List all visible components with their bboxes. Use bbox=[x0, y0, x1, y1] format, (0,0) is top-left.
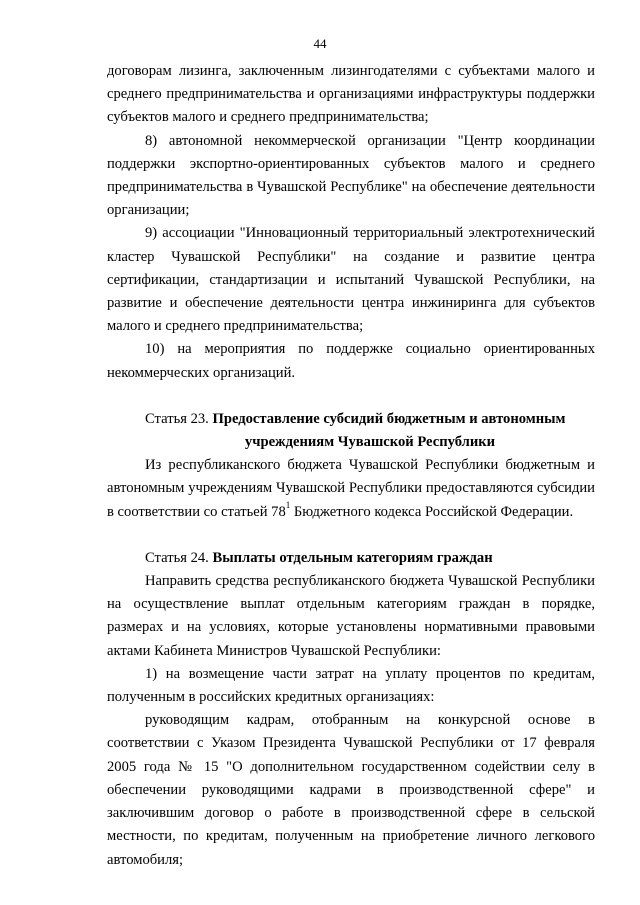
section-spacer bbox=[107, 385, 595, 408]
paragraph-leasing: договорам лизинга, заключенным лизингодателями с субъектами малого и среднего предпринимательства и организациями инфраструктуры поддержки субъектов малого и среднего предпринимательства; bbox=[107, 63, 595, 126]
article-24-paragraph-item-1: 1) на возмещение части затрат на уплату процентов по кредитам, полученным в российских кредитных организациях: bbox=[107, 665, 595, 706]
article-24-heading bbox=[107, 547, 595, 570]
article-23-body bbox=[107, 454, 595, 524]
paragraph-item-9: 9) ассоциации "Инновационный территориальный электротехнический кластер Чувашской Республики" на создание и развитие центра сертификации, стандартизации и испытаний Чувашской Республики, на развитие и обеспечение деятельности центра инжиниринга для субъектов малого и среднего предпринимательства; bbox=[107, 225, 595, 335]
article-23-title-line2: учреждениям Чувашской Республики bbox=[244, 434, 496, 451]
paragraph-item-8: 8) автономной некоммерческой организации "Центр координации поддержки экспортно-ориентированных субъектов малого и среднего предпринимательства в Чувашской Республике" на обеспечение деятельности организации; bbox=[107, 132, 595, 219]
page-number: 44 bbox=[313, 36, 327, 51]
article-24-paragraph-intro: Направить средства республиканского бюджета Чувашской Республики на осуществление выплат отдельным категориям граждан в порядке, размерах и на условиях, которые установлены нормативными правовыми актами Кабинета Министров Чувашской Республики: bbox=[107, 573, 595, 659]
article-23-heading bbox=[107, 408, 595, 454]
article-24-label: Статья 24. bbox=[145, 549, 209, 566]
paragraph-item-10: 10) на мероприятия по поддержке социально ориентированных некоммерческих организаций. bbox=[107, 341, 595, 381]
article-23-body-end: Бюджетного кодекса Российской Федерации. bbox=[290, 503, 574, 520]
article-24-paragraph-managers: руководящим кадрам, отобранным на конкурсной основе в соответствии с Указом Президента Чувашской Республики от 17 февраля 2005 года № 15 "О дополнительном государственном содействии селу в обеспечении руководящими кадрами в производственной сфере" и заключившим договор о работе в производственной сфере в сельской местности, по кредитам, полученным на приобретение личного легкового автомобиля; bbox=[107, 712, 595, 868]
article-23-label: Статья 23. bbox=[145, 410, 209, 427]
document-body bbox=[107, 60, 595, 872]
article-23-title-line1: Предоставление субсидий бюджетным и автономным bbox=[212, 410, 566, 427]
article-23-body-text: Из республиканского бюджета Чувашской Республики бюджетным и автономным учреждениям Чувашской Республики предоставляются субсидии в соответствии со статьей 78 bbox=[107, 457, 595, 520]
section-spacer bbox=[107, 524, 595, 547]
article-23-superscript: 1 bbox=[285, 499, 291, 510]
article-24-title: Выплаты отдельным категориям граждан bbox=[212, 549, 493, 566]
